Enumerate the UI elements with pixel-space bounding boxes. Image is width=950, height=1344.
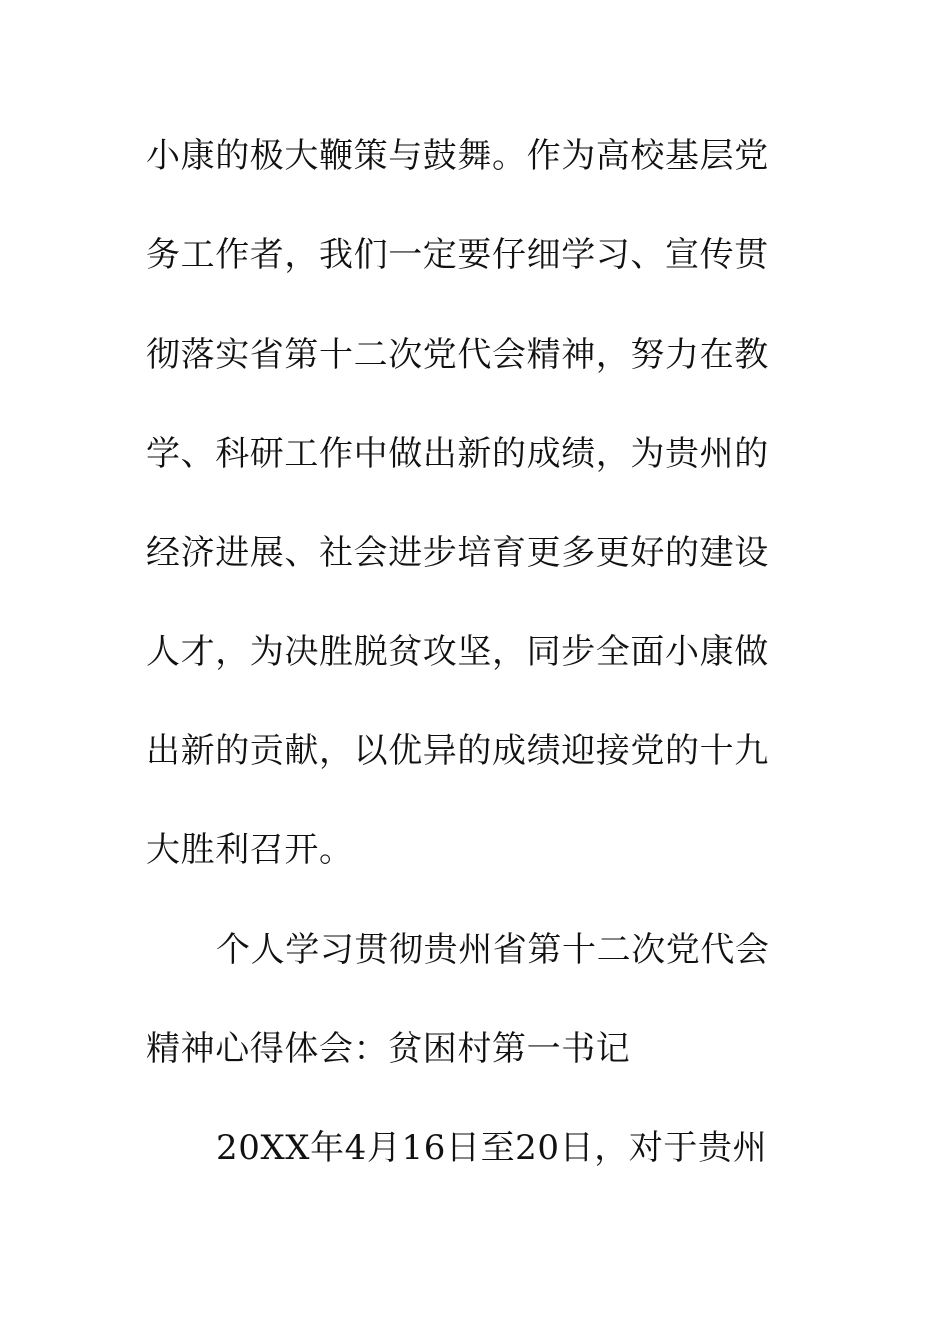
section-heading-line: 个人学习贯彻贵州省第十二次党代会 — [216, 930, 770, 970]
body-text-line: 大胜利召开。 — [146, 830, 354, 870]
body-text-line: 务工作者，我们一定要仔细学习、宣传贯 — [146, 235, 769, 275]
body-text-line: 出新的贡献，以优异的成绩迎接党的十九 — [146, 731, 769, 771]
section-heading-line: 精神心得体会：贫困村第一书记 — [146, 1029, 631, 1069]
body-text-line: 学、科研工作中做出新的成绩，为贵州的 — [146, 434, 769, 474]
body-text-line: 经济进展、社会进步培育更多更好的建设 — [146, 533, 769, 573]
body-text-line: 小康的极大鞭策与鼓舞。作为高校基层党 — [146, 136, 769, 176]
paragraph-first-line: 20XX年4月16日至20日，对于贵州 — [216, 1128, 768, 1168]
body-text-line: 彻落实省第十二次党代会精神，努力在教 — [146, 335, 769, 375]
body-text-line: 人才，为决胜脱贫攻坚，同步全面小康做 — [146, 632, 769, 672]
